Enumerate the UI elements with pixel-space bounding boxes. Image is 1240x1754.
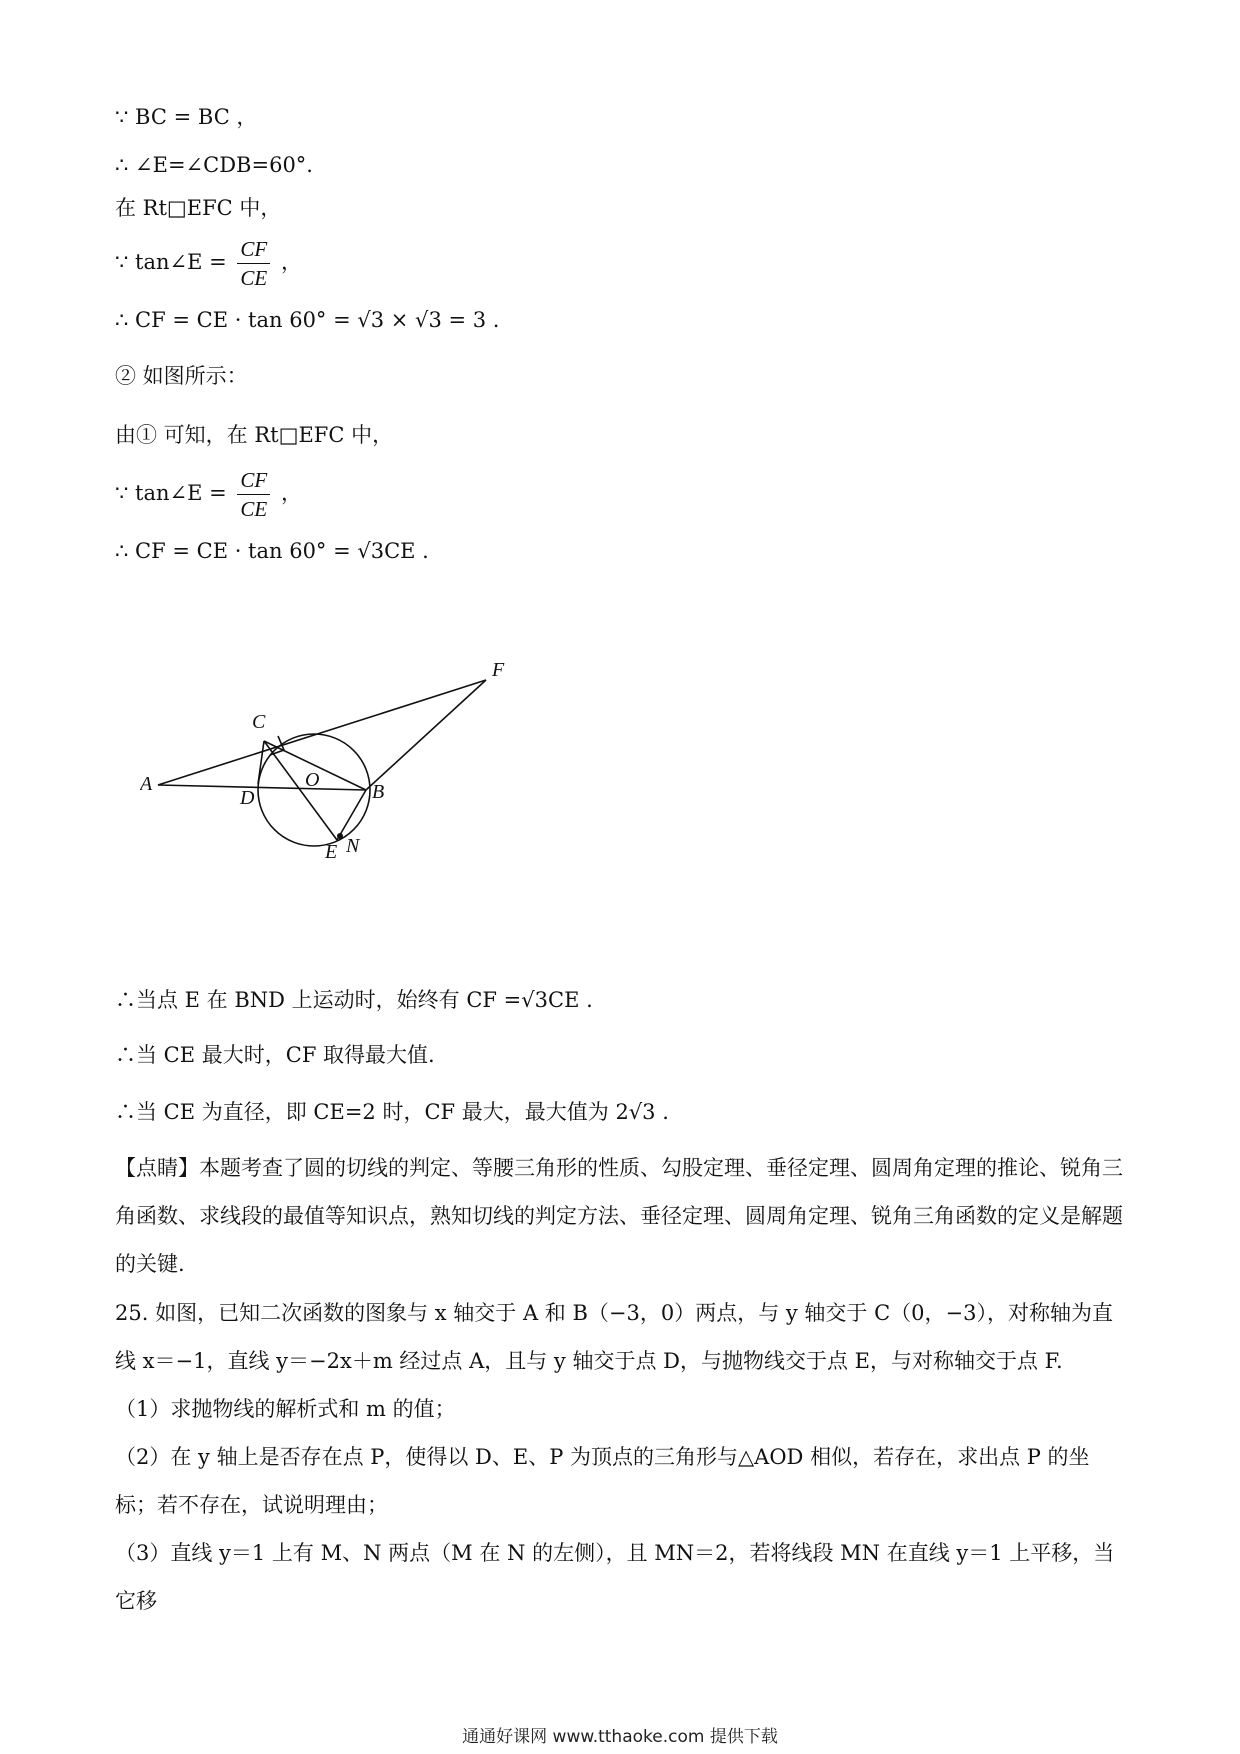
problem-25-q1: （1）求抛物线的解析式和 m 的值； (115, 1397, 456, 1421)
problem-25-stem: 25. 如图，已知二次函数的图象与 x 轴交于 A 和 B（−3，0）两点，与 y 轴交于 C（0，−3），对称轴为直线 x＝−1，直线 y＝−2x＋m 经过点 A，且与 y 轴交于点 D，与抛物线交于点 E，与对称轴交于点 F. (115, 1301, 1113, 1373)
label-n: N (346, 835, 360, 857)
page-footer: 通通好课网 www.tthaoke.com 提供下载 (462, 1727, 778, 1747)
fraction-denominator: CE (240, 266, 268, 290)
fraction-cf-ce (237, 466, 270, 523)
fraction-numerator: CF (237, 235, 270, 264)
line-cf-sqrt3-ce: ∴ CF = CE · tan 60° = √3CE . (115, 539, 429, 563)
line-ce-max: ∴当 CE 最大时，CF 取得最大值. (115, 1043, 435, 1067)
line-ce (264, 741, 337, 840)
problem-25-q3: （3）直线 y＝1 上有 M、N 两点（M 在 N 的左侧），且 MN＝2，若将线段 MN 在直线 y＝1 上平移，当它移 (115, 1541, 1115, 1613)
tan-suffix: ， (280, 250, 302, 274)
label-o: O (305, 769, 320, 791)
line-tan-e-1 (115, 235, 302, 292)
line-tan-e-2 (115, 466, 302, 523)
line-rt-efc: 在 Rt□EFC 中， (115, 196, 282, 220)
line-ab (158, 785, 366, 790)
label-b: B (372, 781, 385, 803)
label-c: C (252, 711, 266, 733)
tan-prefix: ∵ tan∠E = (115, 250, 227, 274)
point-n (337, 833, 343, 839)
line-bf (366, 680, 486, 790)
remark-paragraph: 【点睛】本题考查了圆的切线的判定、等腰三角形的性质、勾股定理、垂径定理、圆周角定理的推论、锐角三角函数、求线段的最值等知识点，熟知切线的判定方法、垂径定理、圆周角定理、锐角三角函数的定义是解题的关键. (115, 1156, 1123, 1276)
line-cf-equals-3: ∴ CF = CE · tan 60° = √3 × √3 = 3 . (115, 308, 500, 332)
tan-suffix: ， (280, 481, 302, 505)
line-angle-e: ∴ ∠E=∠CDB=60°. (115, 153, 313, 177)
problem-25-q2: （2）在 y 轴上是否存在点 P，使得以 D、E、P 为顶点的三角形与△AOD 相似，若存在，求出点 P 的坐标；若不存在，试说明理由； (115, 1445, 1090, 1517)
line-e-on-arc: ∴当点 E 在 BND 上运动时，始终有 CF =√3CE . (115, 988, 593, 1012)
line-bc-equal: ∵ BC = BC ， (115, 105, 258, 129)
fraction-cf-ce (237, 235, 270, 292)
label-e: E (325, 841, 338, 863)
tan-prefix: ∵ tan∠E = (115, 481, 227, 505)
fraction-numerator: CF (237, 466, 270, 495)
line-from-part-1: 由① 可知，在 Rt□EFC 中， (115, 423, 394, 447)
line-ce-diameter: ∴当 CE 为直径，即 CE=2 时，CF 最大，最大值为 2√3 . (115, 1100, 669, 1124)
line-cd (258, 741, 264, 784)
label-f: F (492, 660, 505, 681)
label-d: D (240, 787, 255, 809)
label-a: A (140, 773, 153, 795)
line-part-2: ② 如图所示： (115, 364, 248, 388)
fraction-denominator: CE (240, 497, 268, 521)
geometry-figure (140, 660, 560, 960)
